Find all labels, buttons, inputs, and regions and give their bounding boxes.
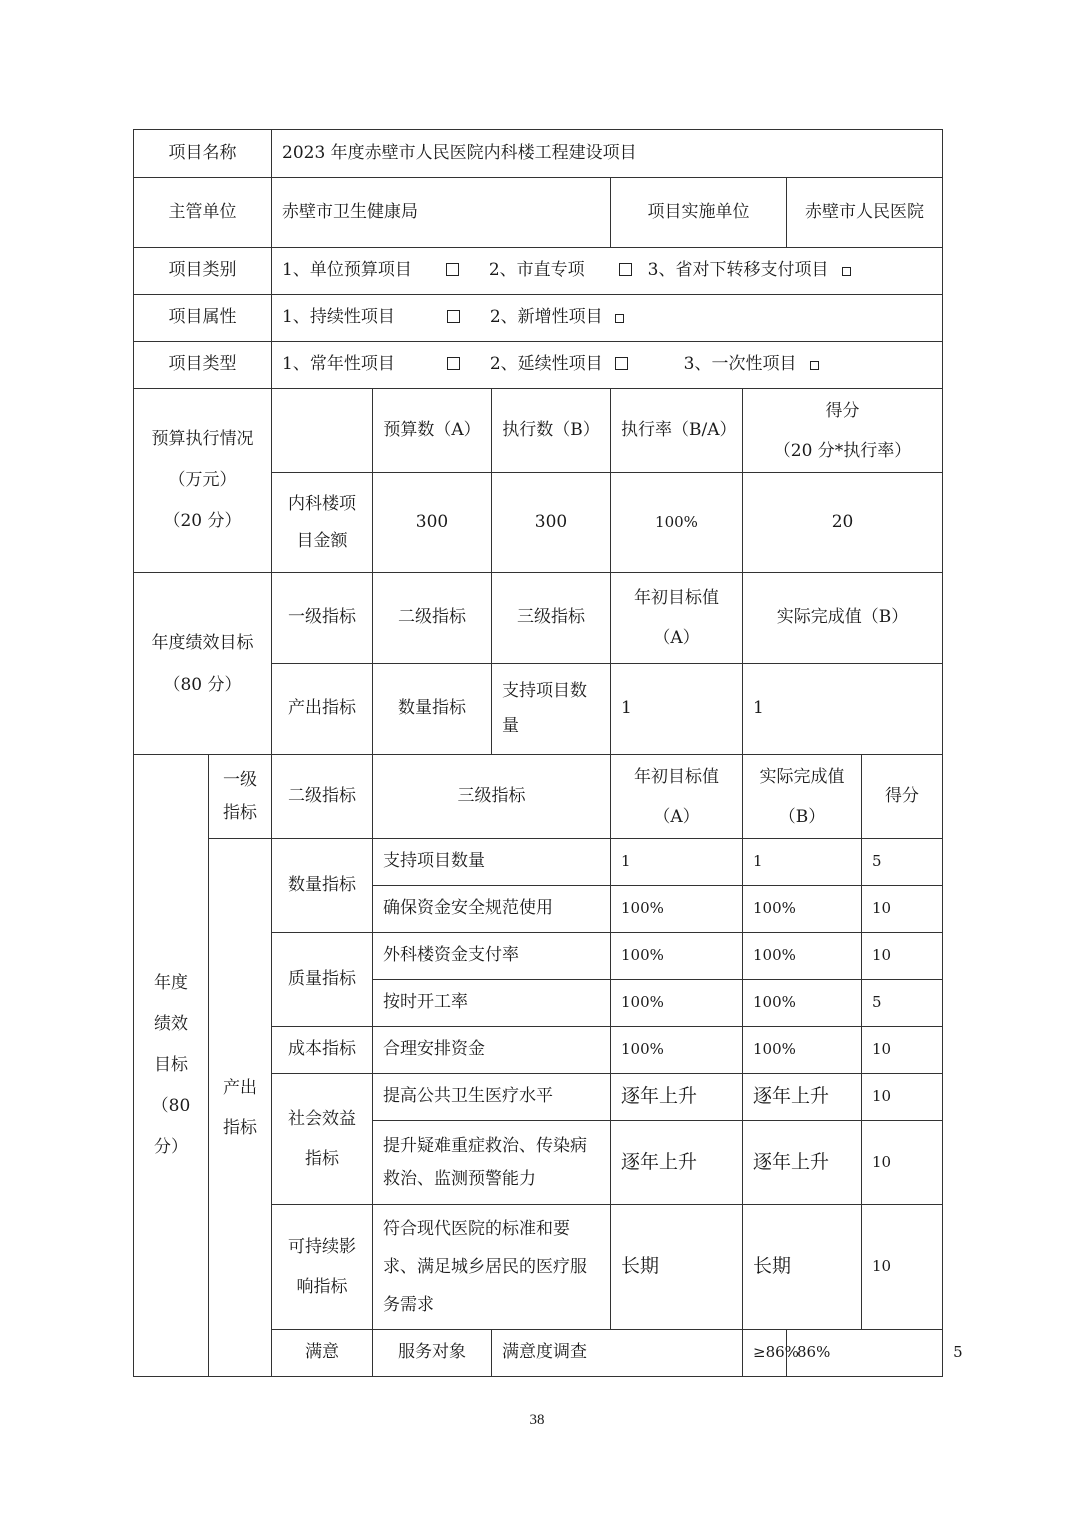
detail-sustain-label: [272, 1205, 373, 1330]
row-type: [134, 342, 943, 389]
detail-target: 逐年上升: [611, 1121, 743, 1205]
checkbox-icon: [615, 357, 628, 370]
detail-score: 5: [862, 839, 943, 886]
annual-row-lvl3-line: 支持项目数: [502, 681, 587, 701]
detail-actual: 86%: [787, 1330, 943, 1377]
annual-label-line: 年度绩效目标: [151, 632, 254, 653]
detail-lvl3: 合理安排资金: [373, 1027, 611, 1074]
detail-side-line: 目标: [154, 1055, 188, 1075]
detail-social-line: 社会效益: [288, 1109, 356, 1129]
detail-col-lvl1-line: 指标: [223, 802, 257, 823]
detail-actual: 100%: [743, 933, 862, 980]
detail-output-label: [209, 839, 272, 1377]
annual-col-lvl3: 三级指标: [492, 573, 611, 664]
detail-col-lvl1-line: 一级: [223, 769, 257, 790]
exec-value: 300: [492, 473, 611, 573]
detail-quantity-label: 数量指标: [272, 839, 373, 933]
annual-row-target: 1: [611, 664, 743, 755]
annual-label: [134, 573, 272, 755]
attribute-options: [272, 295, 943, 342]
detail-target: 100%: [611, 886, 743, 933]
detail-score: 10: [862, 886, 943, 933]
detail-target: 长期: [611, 1205, 743, 1330]
annual-target-header-line: 年初目标值: [634, 588, 719, 608]
detail-col-actual-line: （B）: [778, 806, 826, 827]
detail-target: 100%: [611, 1027, 743, 1074]
category-options: [272, 248, 943, 295]
detail-actual: 逐年上升: [743, 1074, 862, 1121]
detail-col-score: 得分: [862, 755, 943, 839]
detail-social-label: [272, 1074, 373, 1205]
detail-side-line: 分）: [154, 1137, 188, 1157]
detail-actual: 逐年上升: [743, 1121, 862, 1205]
detail-lvl3: 满意度调查: [492, 1330, 743, 1377]
detail-actual: 100%: [743, 980, 862, 1027]
annual-col-lvl1: 一级指标: [272, 573, 373, 664]
type-option-2: 2、延续性项目: [489, 354, 603, 375]
rate-value: 100%: [611, 473, 743, 573]
checkbox-icon: [842, 267, 851, 276]
row-department: [134, 178, 943, 248]
annual-col-actual: 实际完成值（B）: [743, 573, 943, 664]
project-name-value: 2023 年度赤壁市人民医院内科楼工程建设项目: [272, 130, 943, 178]
annual-target-header-line: （A）: [653, 628, 700, 648]
detail-lvl3-line: 符合现代医院的标准和要: [383, 1219, 570, 1239]
row-project-name: [134, 130, 943, 178]
detail-col-target-line: （A）: [653, 806, 700, 827]
budget-score-header-line: （20 分*执行率）: [773, 440, 912, 461]
detail-col-lvl3: 三级指标: [373, 755, 611, 839]
page-number: 38: [529, 1412, 545, 1428]
attribute-label: 项目属性: [134, 295, 272, 342]
attribute-option-2: 2、新增性项目: [489, 307, 603, 328]
detail-col-lvl2: 二级指标: [272, 755, 373, 839]
type-label: 项目类型: [134, 342, 272, 389]
annual-row-lvl2: 数量指标: [373, 664, 492, 755]
detail-target: 100%: [611, 933, 743, 980]
detail-quality-label: 质量指标: [272, 933, 373, 1027]
detail-col-lvl1: [209, 755, 272, 839]
category-option-3: 3、省对下转移支付项目: [647, 260, 829, 281]
detail-target: 1: [611, 839, 743, 886]
budget-label-line: 预算执行情况: [151, 429, 254, 449]
detail-lvl3: 外科楼资金支付率: [373, 933, 611, 980]
detail-lvl3: [373, 1121, 611, 1205]
annual-col-lvl2: 二级指标: [373, 573, 492, 664]
annual-col-target: [611, 573, 743, 664]
category-option-1: 1、单位预算项目: [282, 260, 412, 281]
annual-row-lvl3-line: 量: [502, 716, 519, 736]
category-option-2: 2、市直专项: [488, 260, 585, 281]
detail-actual: 100%: [743, 1027, 862, 1074]
table-row: [134, 839, 943, 886]
type-option-1: 1、常年性项目: [282, 354, 395, 375]
detail-col-actual: [743, 755, 862, 839]
detail-col-actual-line: 实际完成值: [759, 766, 845, 787]
detail-cost-label: 成本指标: [272, 1027, 373, 1074]
budget-col-score: [743, 389, 943, 473]
detail-side-label: [134, 755, 209, 1377]
budget-label-line: （20 分）: [163, 511, 242, 531]
row-category: [134, 248, 943, 295]
score-value: 20: [743, 473, 943, 573]
detail-score: 10: [862, 1027, 943, 1074]
detail-lvl3: 确保资金安全规范使用: [373, 886, 611, 933]
budget-row-name: [272, 473, 373, 573]
row-detail-header: [134, 755, 943, 839]
performance-form-table: [133, 129, 963, 1377]
detail-lvl3: 支持项目数量: [373, 839, 611, 886]
checkbox-icon: [447, 310, 460, 323]
detail-lvl3-line: 提升疑难重症救治、传染病: [383, 1135, 587, 1156]
detail-score: 10: [862, 933, 943, 980]
budget-label: [134, 389, 272, 573]
impl-label: 项目实施单位: [611, 178, 787, 248]
detail-score: 10: [862, 1074, 943, 1121]
detail-service-label: 服务对象: [373, 1330, 492, 1377]
budget-col-exec: 执行数（B）: [492, 389, 611, 473]
budget-row-name-line: 内科楼项: [288, 493, 356, 514]
detail-side-line: 绩效: [154, 1014, 188, 1034]
annual-row-lvl3: [492, 664, 611, 755]
detail-col-target: [611, 755, 743, 839]
budget-value: 300: [373, 473, 492, 573]
detail-lvl3: 按时开工率: [373, 980, 611, 1027]
detail-side-line: 年度: [154, 973, 188, 993]
project-name-label: 项目名称: [134, 130, 272, 178]
budget-score-header-line: 得分: [825, 400, 860, 421]
type-option-3: 3、一次性项目: [683, 354, 797, 375]
checkbox-icon: [810, 361, 819, 370]
checkbox-icon: [615, 314, 624, 323]
detail-satisfaction-label: 满意: [272, 1330, 373, 1377]
detail-sustain-line: 响指标: [296, 1277, 348, 1297]
checkbox-icon: [446, 263, 459, 276]
row-budget-header: [134, 389, 943, 473]
detail-col-target-line: 年初目标值: [634, 766, 719, 787]
dept-value: 赤壁市卫生健康局: [272, 178, 611, 248]
category-label: 项目类别: [134, 248, 272, 295]
row-annual-header: [134, 573, 943, 664]
detail-lvl3-line: 务需求: [383, 1295, 434, 1315]
detail-lvl3: [373, 1205, 611, 1330]
detail-social-line: 指标: [305, 1149, 339, 1169]
detail-actual: 100%: [743, 886, 862, 933]
detail-lvl3-line: 求、满足城乡居民的医疗服: [383, 1257, 587, 1277]
table-row: 满意 服务对象 满意度调查 ≥86% 86% 5: [134, 1330, 943, 1377]
budget-row-name-line: 目金额: [296, 530, 348, 551]
detail-target: 逐年上升: [611, 1074, 743, 1121]
budget-col-budget: 预算数（A）: [373, 389, 492, 473]
detail-lvl3-line: 救治、监测预警能力: [383, 1168, 536, 1189]
annual-row-actual: 1: [743, 664, 943, 755]
detail-score: 5: [862, 980, 943, 1027]
detail-target: ≥86%: [743, 1330, 787, 1377]
checkbox-icon: [447, 357, 460, 370]
attribute-option-1: 1、持续性项目: [282, 307, 395, 328]
type-options: [272, 342, 943, 389]
detail-output-line: 指标: [223, 1117, 257, 1138]
detail-actual: 1: [743, 839, 862, 886]
detail-output-line: 产出: [223, 1077, 257, 1098]
checkbox-icon: [619, 263, 632, 276]
detail-target: 100%: [611, 980, 743, 1027]
row-attribute: [134, 295, 943, 342]
budget-header-empty: [272, 389, 373, 473]
detail-score: 10: [862, 1205, 943, 1330]
budget-col-rate: 执行率（B/A）: [611, 389, 743, 473]
impl-value: 赤壁市人民医院: [787, 178, 943, 248]
detail-score: 10: [862, 1121, 943, 1205]
detail-sustain-line: 可持续影: [288, 1237, 356, 1257]
dept-label: 主管单位: [134, 178, 272, 248]
annual-row-lvl1: 产出指标: [272, 664, 373, 755]
detail-actual: 长期: [743, 1205, 862, 1330]
detail-side-line: （80: [151, 1096, 191, 1116]
detail-lvl3: 提高公共卫生医疗水平: [373, 1074, 611, 1121]
budget-label-line: （万元）: [168, 470, 237, 490]
annual-label-line: （80 分）: [163, 674, 242, 695]
